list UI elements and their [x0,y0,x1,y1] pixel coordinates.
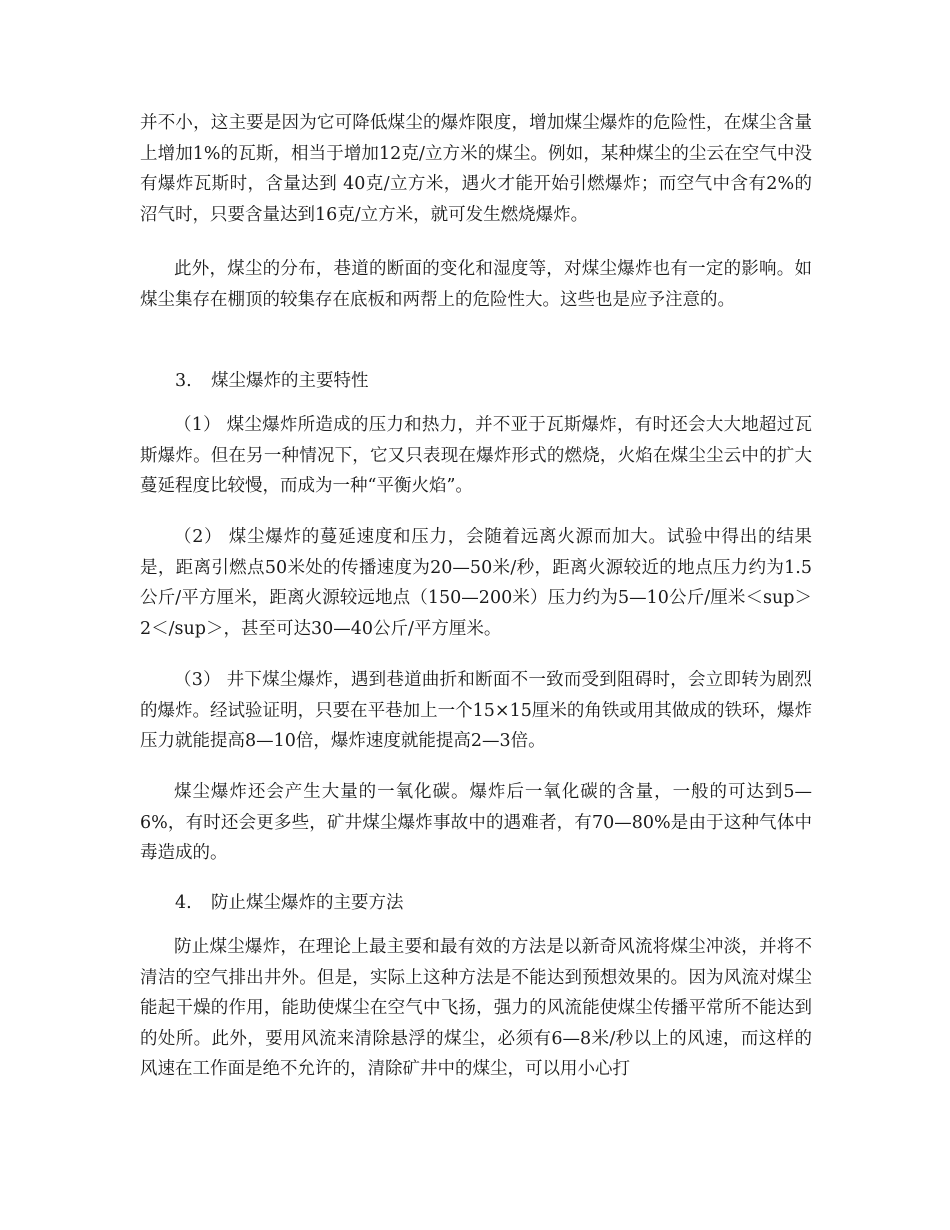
section-heading-4 [175,888,404,919]
paragraph-gas-effect: 并不小，这主要是因为它可降低煤尘的爆炸限度，增加煤尘爆炸的危险性，在煤尘含量上增加1%的瓦斯，相当于增加12克/立方米的煤尘。例如，某种煤尘的尘云在空气中没有爆炸瓦斯时，含量达到 40克/立方米，遇火才能开始引燃爆炸；而空气中含有2%的沼气时，只要含量达到16克/立方米，就可发生燃烧爆炸。 [140,113,812,225]
paragraph-carbon-monoxide: 煤尘爆炸还会产生大量的一氧化碳。爆炸后一氧化碳的含量，一般的可达到5—6%，有时还会更多些，矿井煤尘爆炸事故中的遇难者，有70—80%是由于这种气体中毒造成的。 [140,782,812,863]
section-number: 4. [175,893,192,913]
paragraph-item-3: （3） 井下煤尘爆炸，遇到巷道曲折和断面不一致而受到阻碍时，会立即转为剧烈的爆炸。经试验证明，只要在平巷加上一个15×15厘米的角铁或用其做成的铁环，爆炸压力就能提高8—10倍，爆炸速度就能提高2—3倍。 [140,670,812,751]
section-number: 3. [175,371,192,391]
section-title: 防止煤尘爆炸的主要方法 [211,893,404,913]
paragraph-item-2: （2） 煤尘爆炸的蔓延速度和压力，会随着远离火源而加大。试验中得出的结果是，距离引燃点50米处的传播速度为20—50米/秒，距离火源较近的地点压力约为1.5公斤/平方厘米，距离火源较远地点（150—200米）压力约为5—10公斤/厘米＜sup＞2＜/sup＞，甚至可达30—40公斤/平方厘米。 [140,527,812,639]
paragraph-distribution: 此外，煤尘的分布，巷道的断面的变化和湿度等，对煤尘爆炸也有一定的影响。如煤尘集存在棚顶的较集存在底板和两帮上的危险性大。这些也是应予注意的。 [140,259,812,310]
section-heading-3 [175,366,369,397]
paragraph-prevention: 防止煤尘爆炸，在理论上最主要和最有效的方法是以新奇风流将煤尘冲淡，并将不清洁的空气排出井外。但是，实际上这种方法是不能达到预想效果的。因为风流对煤尘能起干燥的作用，能助使煤尘在空气中飞扬，强力的风流能使煤尘传播平常所不能达到的处所。此外，要用风流来清除悬浮的煤尘，必须有6—8米/秒以上的风速，而这样的风速在工作面是绝不允许的，清除矿井中的煤尘，可以用小心打 [140,937,812,1079]
paragraph-item-1: （1） 煤尘爆炸所造成的压力和热力，并不亚于瓦斯爆炸，有时还会大大地超过瓦斯爆炸。但在另一种情况下，它又只表现在爆炸形式的燃烧，火焰在煤尘尘云中的扩大蔓延程度比较慢，而成为一种“平衡火焰”。 [140,415,812,496]
section-title: 煤尘爆炸的主要特性 [211,371,369,391]
